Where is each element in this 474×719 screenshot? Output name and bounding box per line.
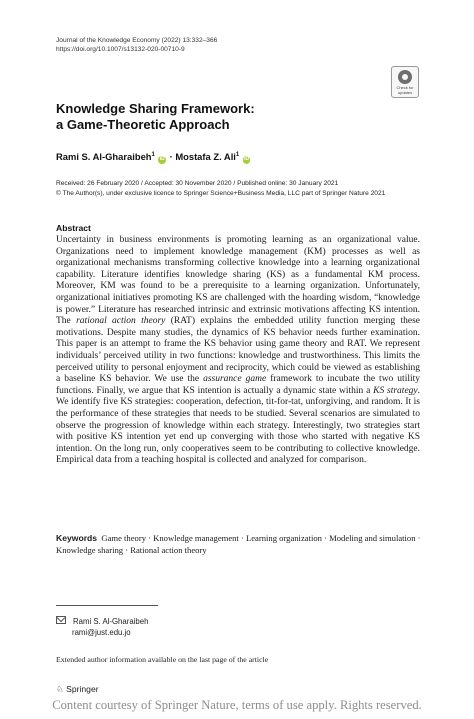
- abstract-italic: assurance game: [203, 374, 267, 385]
- abstract-text: framework to incubate the two utility functions. Finally, we argue that KS intention is actually a dynamic state within a: [56, 374, 420, 396]
- orcid-icon[interactable]: iD: [244, 156, 250, 162]
- footnote-divider: [56, 605, 158, 606]
- journal-doi[interactable]: https://doi.org/10.1007/s13132-020-00710-9: [56, 46, 185, 53]
- correspondence: [56, 616, 148, 638]
- abstract-body: [56, 235, 420, 467]
- article-history: [56, 179, 436, 198]
- abstract-italic: KS strategy: [373, 385, 418, 396]
- orcid-icon[interactable]: iD: [159, 156, 165, 162]
- journal-header: [56, 36, 217, 54]
- author-list: [56, 151, 251, 164]
- author-name[interactable]: Rami S. Al-Gharaibeh: [56, 151, 152, 162]
- title-line1: Knowledge Sharing Framework:: [56, 101, 255, 116]
- copyright-line: © The Author(s), under exclusive licence to Springer Science+Business Media, LLC part of Springer Nature 2021: [56, 189, 386, 197]
- publisher-name: Springer: [66, 684, 99, 694]
- dates-line: Received: 26 February 2020 / Accepted: 30 November 2020 / Published online: 30 January 2021: [56, 180, 339, 187]
- keywords-list: Game theory · Knowledge management · Learning organization · Modeling and simulation · Knowledge sharing · Rational action theory: [56, 533, 421, 555]
- abstract-text: . We identify five KS strategies: cooperation, defection, tit-for-tat, unforgiving, and random. It is the performance of these strategies that needs to be studied. Several scenarios are simulated to observe the progression of knowledge within each strategy. Interestingly, two strategies start with positive KS intention yet end up converging with those who started with negative KS intention. On the long run, only cooperatives seem to be contributing to collective knowledge. Empirical data from a teaching hospital is collected and analyzed for comparison.: [56, 385, 420, 466]
- corresponding-email[interactable]: rami@just.edu.jo: [72, 628, 131, 637]
- author-affiliation: 1: [151, 151, 155, 158]
- paper-title: [56, 101, 386, 133]
- abstract-heading: Abstract: [56, 223, 91, 233]
- badge-line1: Check for: [396, 85, 414, 90]
- keywords: [56, 532, 422, 556]
- author-name[interactable]: Mostafa Z. Ali: [175, 151, 236, 162]
- envelope-icon: [56, 616, 66, 624]
- abstract-text: (RAT) explains the embedded utility function merging these motivations. Despite many studies, the dynamics of KS behavior needs further examination. This paper is an attempt to frame the KS behavior using game theory and RAT. We represent individuals’ perceived utility in two functions: knowledge and trustworthiness. This limits the perceived utility to personal enjoyment and reciprocity, which could be viewed as establishing a baseline KS behavior. We use the: [56, 316, 420, 385]
- title-line2: a Game-Theoretic Approach: [56, 117, 230, 132]
- badge-line2: updates: [397, 89, 413, 95]
- journal-citation: Journal of the Knowledge Economy (2022) 13:332–366: [56, 37, 218, 44]
- check-for-updates-badge[interactable]: [391, 66, 419, 98]
- author-affiliation: 1: [235, 151, 240, 158]
- publisher-logo: [56, 684, 99, 695]
- abstract-italic: rational action theory: [76, 316, 166, 327]
- extended-info: Extended author information available on the last page of the article: [56, 655, 269, 664]
- corresponding-author: Rami S. Al-Gharaibeh: [73, 617, 149, 626]
- courtesy-notice: Content courtesy of Springer Nature, terms of use apply. Rights reserved.: [52, 698, 422, 712]
- author-separator: ·: [169, 151, 173, 162]
- check-for-updates-icon: [398, 70, 412, 84]
- keywords-label: Keywords: [56, 533, 98, 543]
- springer-horse-icon: ♘: [56, 684, 64, 694]
- abstract-text: Uncertainty in business environments is promoting learning as an organizational value. Organizations need to implement knowledge management (KM) processes as well as organizational mechanisms transforming collective knowledge into a learning organizational capability. Literature identifies knowledge sharing (KS) as a fundamental KM process. Moreover, KM was found to be a prerequisite to a learning organization. Unfortunately, organizational initiatives promoting KS are challenged with the hoarding wisdom, “knowledge is power.” Literature has researched intrinsic and extrinsic motivations affecting KS intention. The: [56, 235, 420, 327]
